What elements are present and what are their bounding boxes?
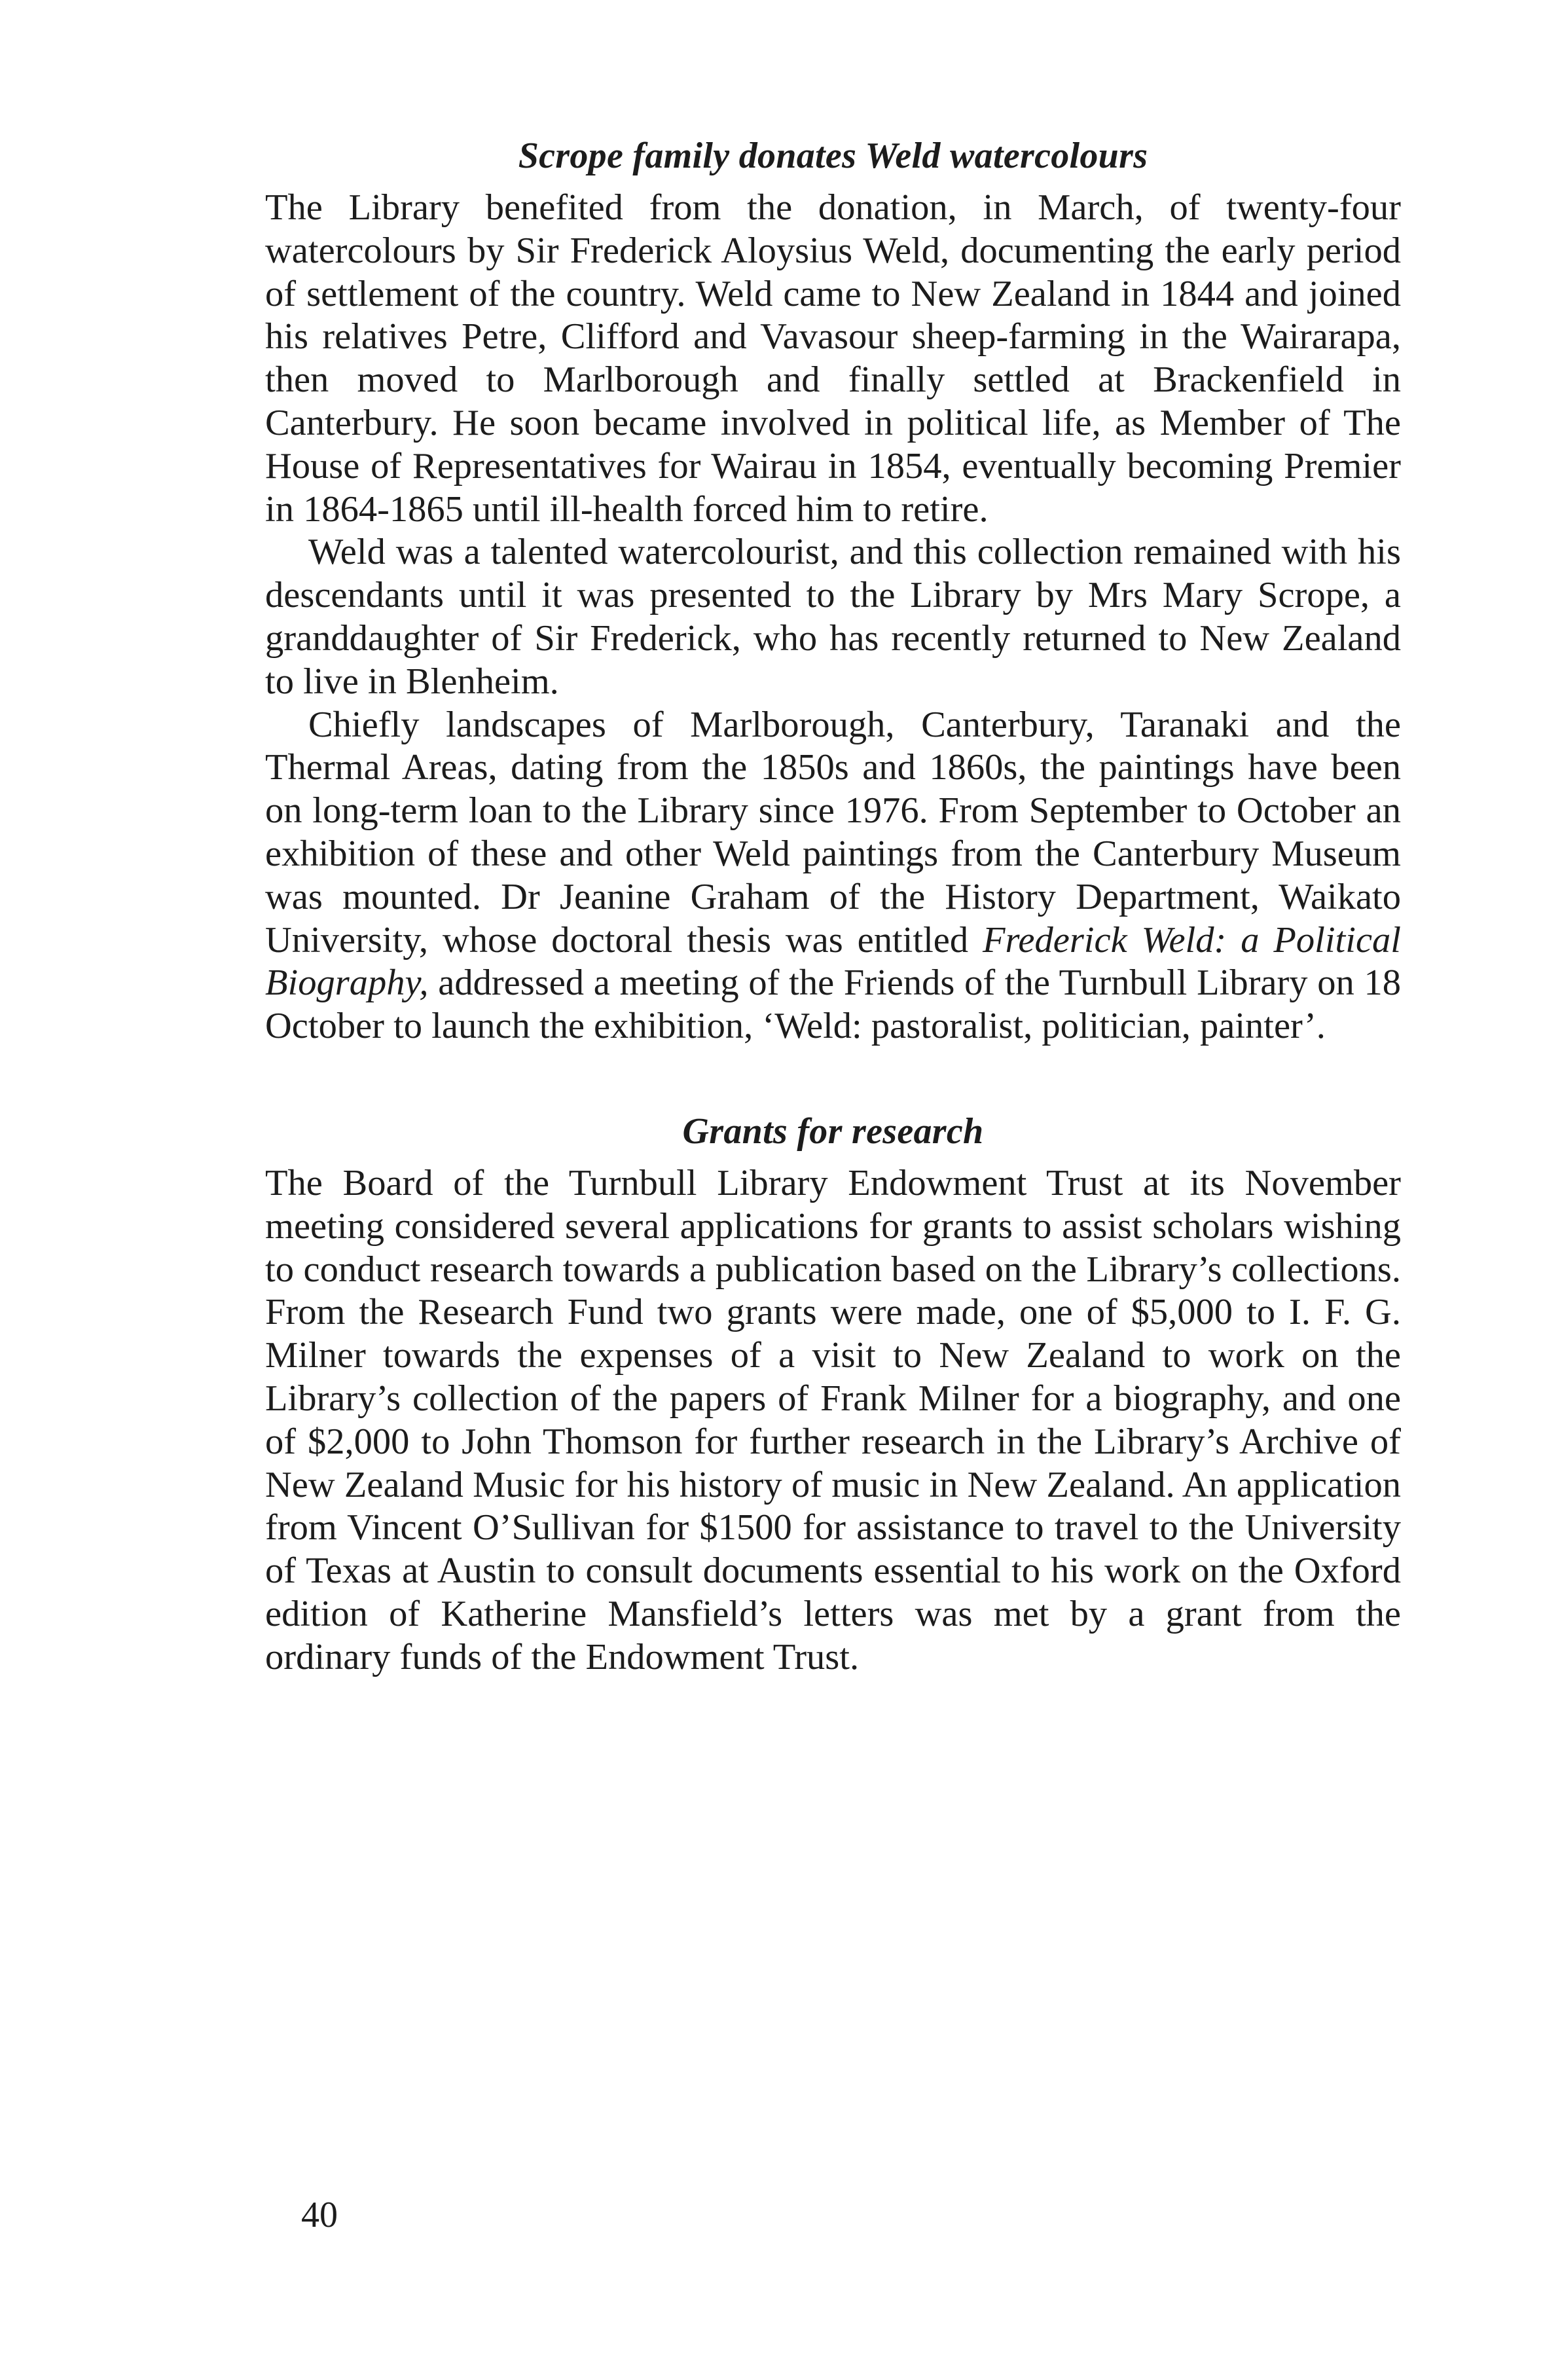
paragraph-weld-donation: The Library benefited from the donation, in March, of twenty-four watercolours by Sir Frederick Aloysius Weld, documenting the early period of settlement of the country. Weld came to New Zealand in 1844 and joined his relatives Petre, Clifford and Vavasour sheep-farming in the Wairarapa, then moved to Marlborough and finally settled at Brackenfield in Canterbury. He soon became involved in political life, as Member of The House of Representatives for Wairau in 1854, eventually becoming Premier in 1864-1865 until ill-health forced him to retire. xyxy=(265,187,1401,530)
thesis-title: Frederick Weld: a Political Biography, xyxy=(265,919,1401,1004)
section-heading-weld-watercolours: Scrope family donates Weld watercolours xyxy=(518,136,1148,176)
paragraph-grants: The Board of the Turnbull Library Endowment Trust at its November meeting considered several applications for grants to assist scholars wishing to conduct research towards a publication based on the Library’s collections. From the Research Fund two grants were made, one of $5,000 to I. F. G. Milner towards the expenses of a visit to New Zealand to work on the Library’s collection of the papers of Frank Milner for a biography, and one of $2,000 to John Thomson for further research in the Library’s Archive of New Zealand Music for his history of music in New Zealand. An application from Vincent O’Sullivan for $1500 for assistance to travel to the University of Texas at Austin to consult documents essential to his work on the Oxford edition of Katherine Mansfield’s letters was met by a grant from the ordinary funds of the Endowment Trust. xyxy=(265,1162,1401,1677)
page-body xyxy=(265,134,1401,1679)
paragraph-weld-collection: Weld was a talented watercolourist, and this collection remained with his descendants until it was presented to the Library by Mrs Mary Scrope, a granddaughter of Sir Frederick, who has recently returned to New Zealand to live in Blenheim. xyxy=(265,532,1401,702)
page-number: 40 xyxy=(301,2195,338,2235)
section-heading-grants: Grants for research xyxy=(682,1110,984,1152)
paragraph-weld-exhibition xyxy=(265,704,1401,1048)
paragraph-weld-exhibition-text-before: Chiefly landscapes of Marlborough, Canterbury, Taranaki and the Thermal Areas, dating from the 1850s and 1860s, the paintings have been on long-term loan to the Library since 1976. From September to October an exhibition of these and other Weld paintings from the Canterbury Museum was mounted. Dr Jeanine Graham of the History Department, Waikato University, whose doctoral thesis was entitled xyxy=(265,704,1401,961)
paragraph-weld-exhibition-text-after: addressed a meeting of the Friends of the Turnbull Library on 18 October to launch the exhibition, ‘Weld: pastoralist, politician, painter’. xyxy=(265,962,1401,1047)
